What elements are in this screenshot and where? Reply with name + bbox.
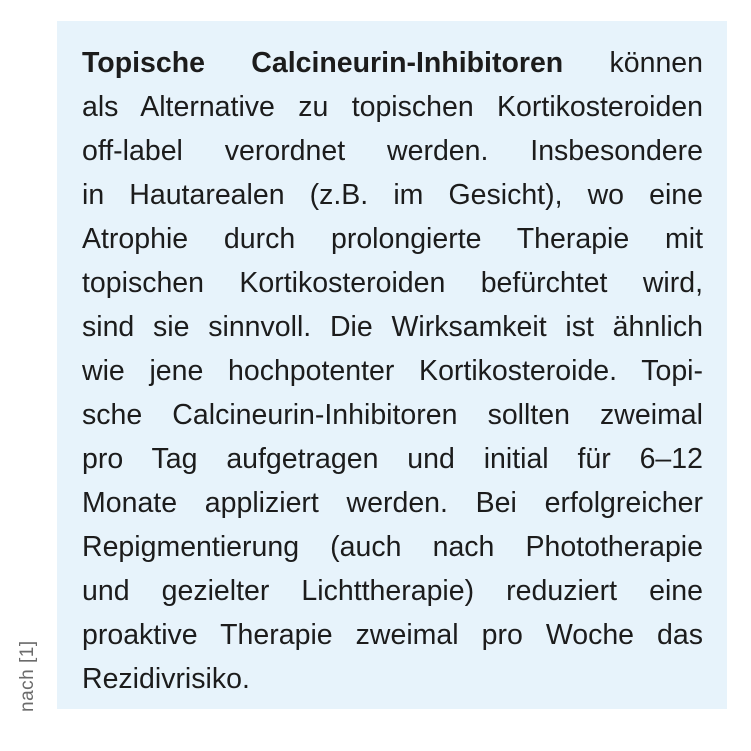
text-line-9: sche Calcineurin-Inhibitoren sollten zweimal bbox=[82, 399, 703, 431]
text-line-2: als Alternative zu topischen Kortikosteroiden bbox=[82, 91, 703, 123]
info-box bbox=[57, 21, 727, 709]
text-line-7: sind sie sinnvoll. Die Wirksamkeit ist ähnlich bbox=[82, 311, 703, 343]
text-line-3: off-label verordnet werden. Insbesondere bbox=[82, 135, 703, 167]
text-line-4: in Hautarealen (z.B. im Gesicht), wo eine bbox=[82, 179, 703, 211]
text-line-1-rest: können bbox=[563, 47, 703, 79]
text-line-11: Monate appliziert werden. Bei erfolgreicher bbox=[82, 487, 703, 519]
info-text bbox=[82, 41, 703, 701]
text-line-5: Atrophie durch prolongierte Therapie mit bbox=[82, 223, 703, 255]
text-line-6: topischen Kortikosteroiden befürchtet wird, bbox=[82, 267, 703, 299]
text-line-8: wie jene hochpotenter Kortikosteroide. Topi- bbox=[82, 355, 703, 387]
bold-heading: Topische Calcineurin-Inhibitoren bbox=[82, 47, 564, 79]
text-line-10: pro Tag aufgetragen und initial für 6–12 bbox=[82, 443, 703, 475]
text-line-13: und gezielter Lichttherapie) reduziert eine bbox=[82, 575, 703, 607]
text-line-15: Rezidivrisiko. bbox=[82, 663, 250, 695]
text-line-14: proaktive Therapie zweimal pro Woche das bbox=[82, 619, 703, 651]
source-note: nach [1] bbox=[17, 640, 38, 712]
text-line-1 bbox=[82, 41, 703, 85]
text-line-12: Repigmentierung (auch nach Phototherapie bbox=[82, 531, 703, 563]
